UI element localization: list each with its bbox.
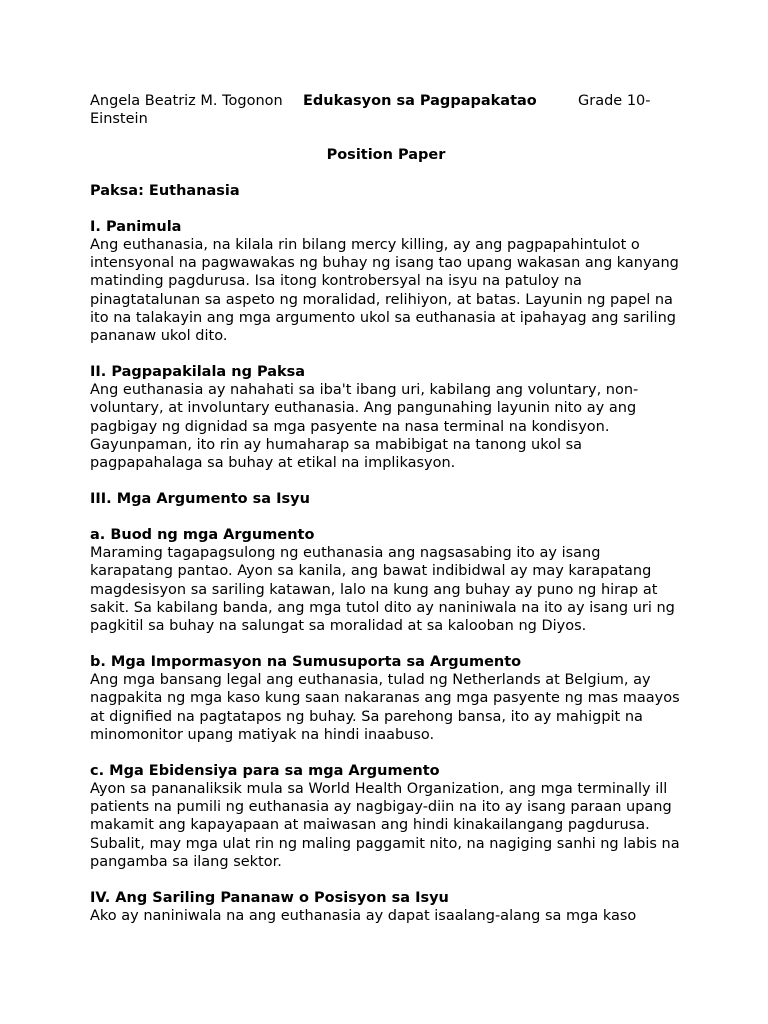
section-body: Ang mga bansang legal ang euthanasia, tulad ng Netherlands at Belgium, ay nagpakita ng mga kaso kung saan nakaranas ang mga pasyente ng mas maayos at dignified na pagtatapos ng buhay. Sa parehong bansa, ito ay mahigpit na minomonitor upang matiyak na hindi inaabuso. — [90, 672, 680, 743]
section-heading: III. Mga Argumento sa Isyu — [90, 491, 310, 508]
section-arguments — [90, 490, 682, 508]
subject-name: Edukasyon sa Pagpapakatao — [303, 93, 537, 109]
document-header — [90, 92, 682, 110]
subsection-argument-summary — [90, 526, 682, 635]
section-heading: c. Mga Ebidensiya para sa mga Argumento — [90, 763, 440, 780]
subsection-supporting-info — [90, 653, 682, 744]
topic-heading: Paksa: Euthanasia — [90, 183, 240, 199]
section-heading: a. Buod ng mga Argumento — [90, 527, 315, 544]
section-heading: IV. Ang Sariling Pananaw o Posisyon sa Isyu — [90, 890, 449, 907]
grade-level: Grade 10- — [578, 93, 651, 109]
section-body: Ang euthanasia, na kilala rin bilang mercy killing, ay ang pagpapahintulot o intensyonal na pagwawakas ng buhay ng isang tao upang wakasan ang kanyang matinding pagdurusa. Isa itong kontrobersyal na isyu na patuloy na pinagtatalunan sa aspeto ng moralidad, relihiyon, at batas. Layunin ng papel na ito na talakayin ang mga argumento ukol sa euthanasia at ipahayag ang sariling pananaw ukol dito. — [90, 237, 679, 345]
section-body: Ang euthanasia ay nahahati sa iba't ibang uri, kabilang ang voluntary, non-voluntary, at involuntary euthanasia. Ang pangunahing layunin nito ay ang pagbigay ng dignidad sa mga pasyente na nasa terminal na kondisyon. Gayunpaman, ito rin ay humaharap sa mabibigat na tanong ukol sa pagpapahalaga sa buhay at etikal na implikasyon. — [90, 382, 639, 472]
section-body: Ako ay naniniwala na ang euthanasia ay dapat isaalang-alang sa mga kaso — [90, 908, 637, 925]
section-introduction — [90, 218, 682, 345]
section-heading: b. Mga Impormasyon na Sumusuporta sa Argumento — [90, 654, 522, 671]
document-page — [90, 92, 682, 925]
author-name: Angela Beatriz M. Togonon — [90, 93, 283, 109]
section-body: Ayon sa pananaliksik mula sa World Health Organization, ang mga terminally ill patients na pumili ng euthanasia ay nagbigay-diin na ito ay isang paraan upang makamit ang kapayapaan at maiwasan ang hindi kinakailangang pagdurusa. Subalit, may mga ulat rin ng maling paggamit nito, na nagiging sanhi ng labis na pangamba sa ilang sektor. — [90, 781, 680, 870]
section-position — [90, 889, 682, 925]
section-name: Einstein — [90, 111, 148, 127]
document-title: Position Paper — [326, 147, 446, 163]
section-heading: I. Panimula — [90, 219, 182, 235]
section-topic-introduction — [90, 363, 682, 472]
section-heading: II. Pagpapakilala ng Paksa — [90, 364, 306, 381]
section-body: Maraming tagapagsulong ng euthanasia ang nagsasabing ito ay isang karapatang pantao. Ayon sa kanila, ang bawat indibidwal ay may karapatang magdesisyon sa sariling katawan, lalo na kung ang buhay ay puno ng hirap at sakit. Sa kabilang banda, ang mga tutol dito ay naniniwala na ito ay isang uri ng pagkitil sa buhay na salungat sa moralidad at sa kalooban ng Diyos. — [90, 545, 675, 635]
subsection-evidence — [90, 762, 682, 871]
